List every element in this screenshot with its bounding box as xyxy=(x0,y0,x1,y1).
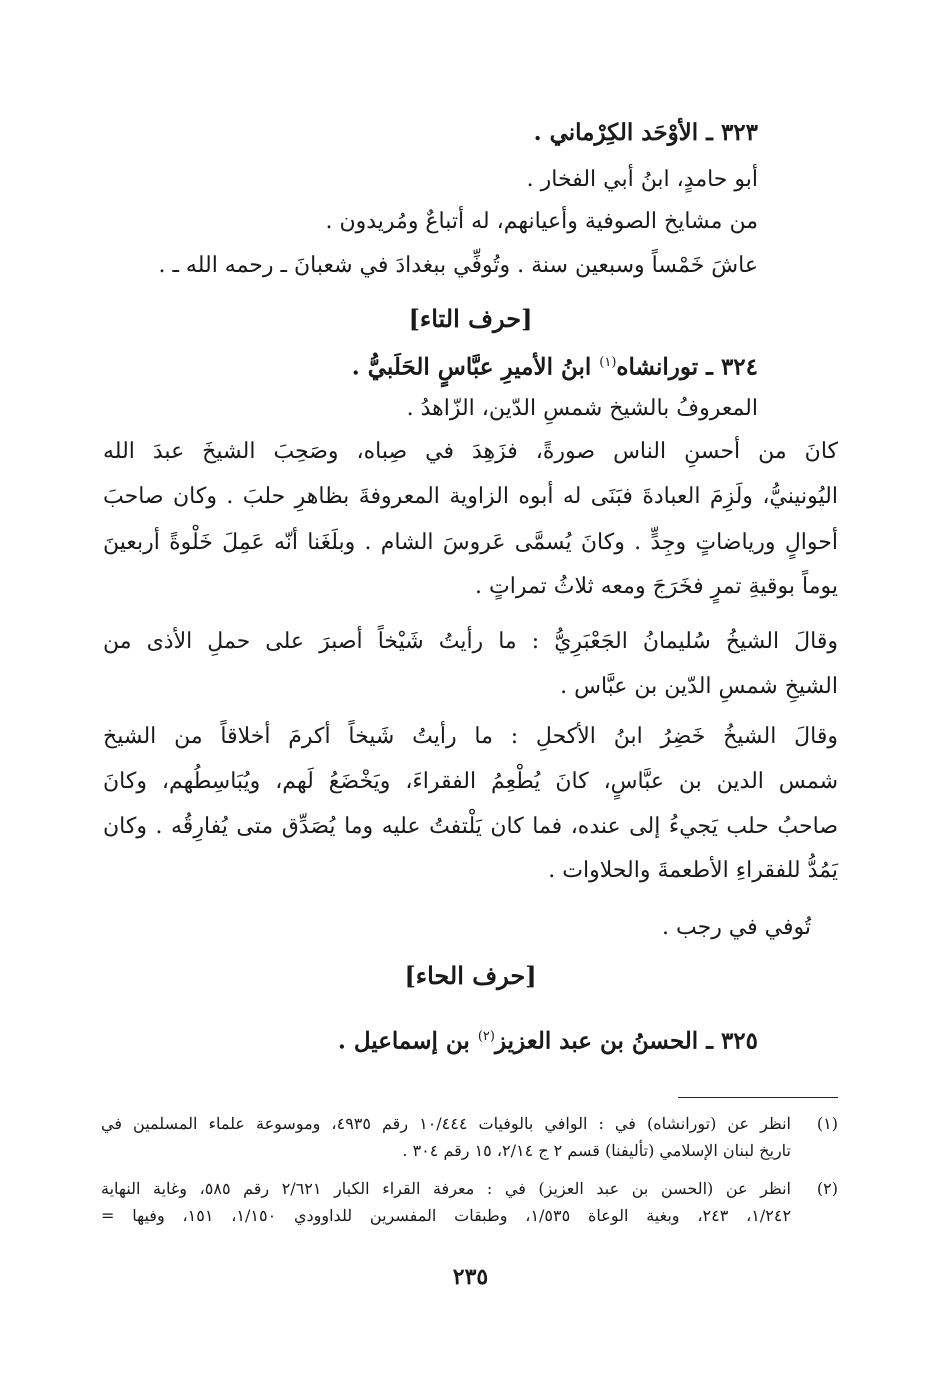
footnote-number: (١) xyxy=(816,1114,838,1133)
footnote-line: تاريخ لبنان الإسلامي (تأليفنا) قسم ٢ ج ٢/١٤، ١٥ رقم ٣٠٤ . xyxy=(402,1141,791,1160)
footnote-number: (٢) xyxy=(816,1179,838,1198)
section-header-ha: [حرف الحاء] xyxy=(404,961,537,990)
entry-324-title xyxy=(352,348,758,383)
footnote-separator xyxy=(678,1097,838,1098)
entry-323-line: عاشَ خَمْساً وسبعين سنة . وتُوفِّي ببغدادَ في شعبانَ ـ رحمه الله ـ . xyxy=(158,253,758,278)
entry-324-death: تُوفي في رجب . xyxy=(662,915,811,940)
paragraph-line: صاحبُ حلب يَجيءُ إلى عنده، فما كان يَلْتفتُ عليه وما يُصَدِّق متى يُفارِقُه . وكان xyxy=(103,814,838,839)
paragraph-line: شمس الدين بن عبَّاسٍ، كانَ يُطْعِمُ الفقراءَ، ويَخْضَعُ لَهم، ويُبَاسِطُهم، وكانَ xyxy=(103,769,838,794)
footnote-line: ١/٢٤٢، ٢٤٣، وبغية الوعاة ١/٥٣٥، وطبقات المفسرين للداوودي ١/١٥٠، ١٥١، وفيها = xyxy=(101,1206,792,1225)
page-number: ٢٣٥ xyxy=(452,1264,489,1290)
paragraph-line: وقالَ الشيخُ سُليمانُ الجَعْبَرِيُّ : ما رأيتُ شَيْخاً أصبرَ على حملِ الأذى من xyxy=(103,629,838,654)
paragraph-line: يوماً بوقيةِ تمرٍ فخَرَجَ ومعه ثلاثُ تمراتٍ . xyxy=(475,574,838,599)
paragraph-line: الشيخِ شمسِ الدّين بن عبَّاس . xyxy=(560,674,838,699)
paragraph-line: اليُونينيُّ، ولَزِمَ العبادةَ فبَنَى له أبوه الزاوية المعروفةَ بظاهرِ حلبَ . وكان صاحبَ xyxy=(103,484,838,509)
entry-325-title-name: ٣٢٥ ـ الحسنُ بن عبد العزيز xyxy=(494,1027,758,1055)
paragraph-line: يَمُدُّ للفقراءِ الأطعمةَ والحلاوات . xyxy=(548,858,838,883)
entry-323-title: ٣٢٣ ـ الأوْحَد الكِرْماني . xyxy=(533,119,758,146)
entry-324-title-name: ٣٢٤ ـ تورانشاه xyxy=(616,353,758,381)
footnote-line: انظر عن (تورانشاه) في : الوافي بالوفيات ١٠/٤٤٤ رقم ٤٩٣٥، وموسوعة علماء المسلمين في xyxy=(101,1114,791,1133)
section-header-ta: [حرف التاء] xyxy=(408,304,533,333)
paragraph-line: كانَ من أحسنِ الناس صورةً، فزَهِدَ في صِباه، وصَحِبَ الشيخَ عبدَ الله xyxy=(103,439,838,464)
entry-325-title-rest: بن إسماعيل . xyxy=(337,1027,478,1055)
entry-324-title-rest: ابنُ الأميرِ عبَّاسٍ الحَلَبيُّ . xyxy=(351,353,600,381)
entry-323-line: من مشايخ الصوفية وأعيانهم، له أتباعٌ ومُريدون . xyxy=(325,209,758,234)
footnote-marker-2: (٢) xyxy=(477,1029,495,1044)
entry-323-line: أبو حامدٍ، ابنُ أبي الفخار . xyxy=(526,167,758,192)
footnote-line: انظر عن (الحسن بن عبد العزيز) في : معرفة القراء الكبار ٢/٦٢١ رقم ٥٨٥، وغاية النهاية xyxy=(101,1179,791,1198)
entry-325-title xyxy=(338,1022,758,1057)
paragraph-line: أحوالٍ ورياضاتٍ وجِدٍّ . وكانَ يُسمَّى عَروسَ الشام . وبلَغَنا أنّه عَمِلَ خَلْوةً أربعينَ xyxy=(103,530,838,555)
footnote-marker-1: (١) xyxy=(599,355,617,370)
paragraph-line: وقالَ الشيخُ خَضِرُ ابنُ الأكحلِ : ما رأيتُ شَيخاً أكرمَ أخلاقاً من الشيخ xyxy=(103,724,838,749)
entry-324-known-as: المعروفُ بالشيخ شمسِ الدّين، الزّاهدُ . xyxy=(406,396,758,421)
